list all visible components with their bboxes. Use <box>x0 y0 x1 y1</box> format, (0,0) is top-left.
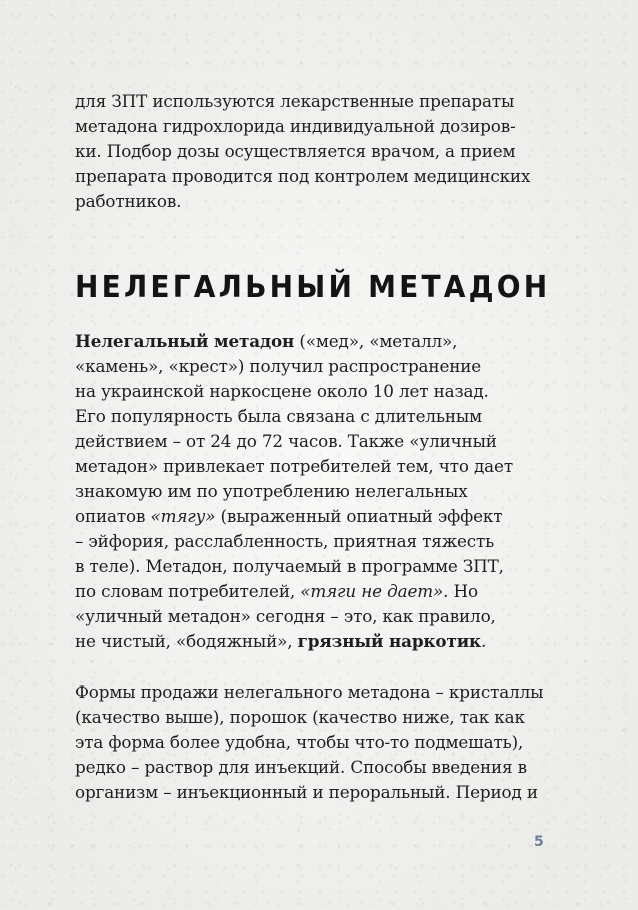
page-number: 5 <box>534 834 544 850</box>
text-line: для ЗПТ используются лекарственные препараты <box>75 91 515 111</box>
illegal-methadone-paragraph <box>75 329 555 654</box>
text-fragment: («мед», «металл», <box>294 331 458 351</box>
text-line: метадон» привлекает потребителей тем, что дает <box>75 456 513 476</box>
text-fragment: не чистый, «бодяжный», <box>75 631 298 651</box>
sales-forms-paragraph <box>75 680 555 805</box>
text-line: в теле). Метадон, получаемый в программе ЗПТ, <box>75 556 504 576</box>
text-fragment: опиатов <box>75 506 151 526</box>
text-line: «камень», «крест») получил распространение <box>75 356 482 376</box>
bold-term: грязный наркотик <box>297 631 481 651</box>
text-line: «уличный метадон» сегодня – это, как правило, <box>75 606 496 626</box>
text-line <box>75 329 555 354</box>
text-line: действием – от 24 до 72 часов. Также «уличный <box>75 431 497 451</box>
text-line <box>75 629 555 654</box>
text-line: знакомую им по употреблению нелегальных <box>75 481 468 501</box>
text-line: организм – инъекционный и пероральный. Период и <box>75 782 538 802</box>
text-line: эта форма более удобна, чтобы что-то подмешать), <box>75 732 524 752</box>
text-line: препарата проводится под контролем медицинских <box>75 166 531 186</box>
intro-paragraph <box>75 89 555 214</box>
text-line <box>75 504 555 529</box>
text-fragment: по словам потребителей, <box>75 581 301 601</box>
text-line: – эйфория, расслабленность, приятная тяжесть <box>75 531 495 551</box>
italic-term: «тягу» <box>150 506 216 526</box>
bold-term: Нелегальный метадон <box>75 331 295 351</box>
text-line: на украинской наркосцене около 10 лет назад. <box>75 381 489 401</box>
text-line: редко – раствор для инъекций. Способы введения в <box>75 757 527 777</box>
text-line: работников. <box>75 191 182 211</box>
text-line: ки. Подбор дозы осуществляется врачом, а прием <box>75 141 516 161</box>
text-fragment: . Но <box>443 581 478 601</box>
text-line: (качество выше), порошок (качество ниже, так как <box>75 707 525 727</box>
text-fragment: (выраженный опиатный эффект <box>215 506 503 526</box>
text-line <box>75 579 555 604</box>
text-line: Формы продажи нелегального метадона – кристаллы <box>75 682 544 702</box>
text-fragment: . <box>480 631 487 651</box>
italic-quote: «тяги не дает» <box>300 581 444 601</box>
section-heading: НЕЛЕГАЛЬНЫЙ МЕТАДОН <box>75 269 551 305</box>
text-line: метадона гидрохлорида индивидуальной дозиров- <box>75 116 516 136</box>
text-line: Его популярность была связана с длительным <box>75 406 483 426</box>
